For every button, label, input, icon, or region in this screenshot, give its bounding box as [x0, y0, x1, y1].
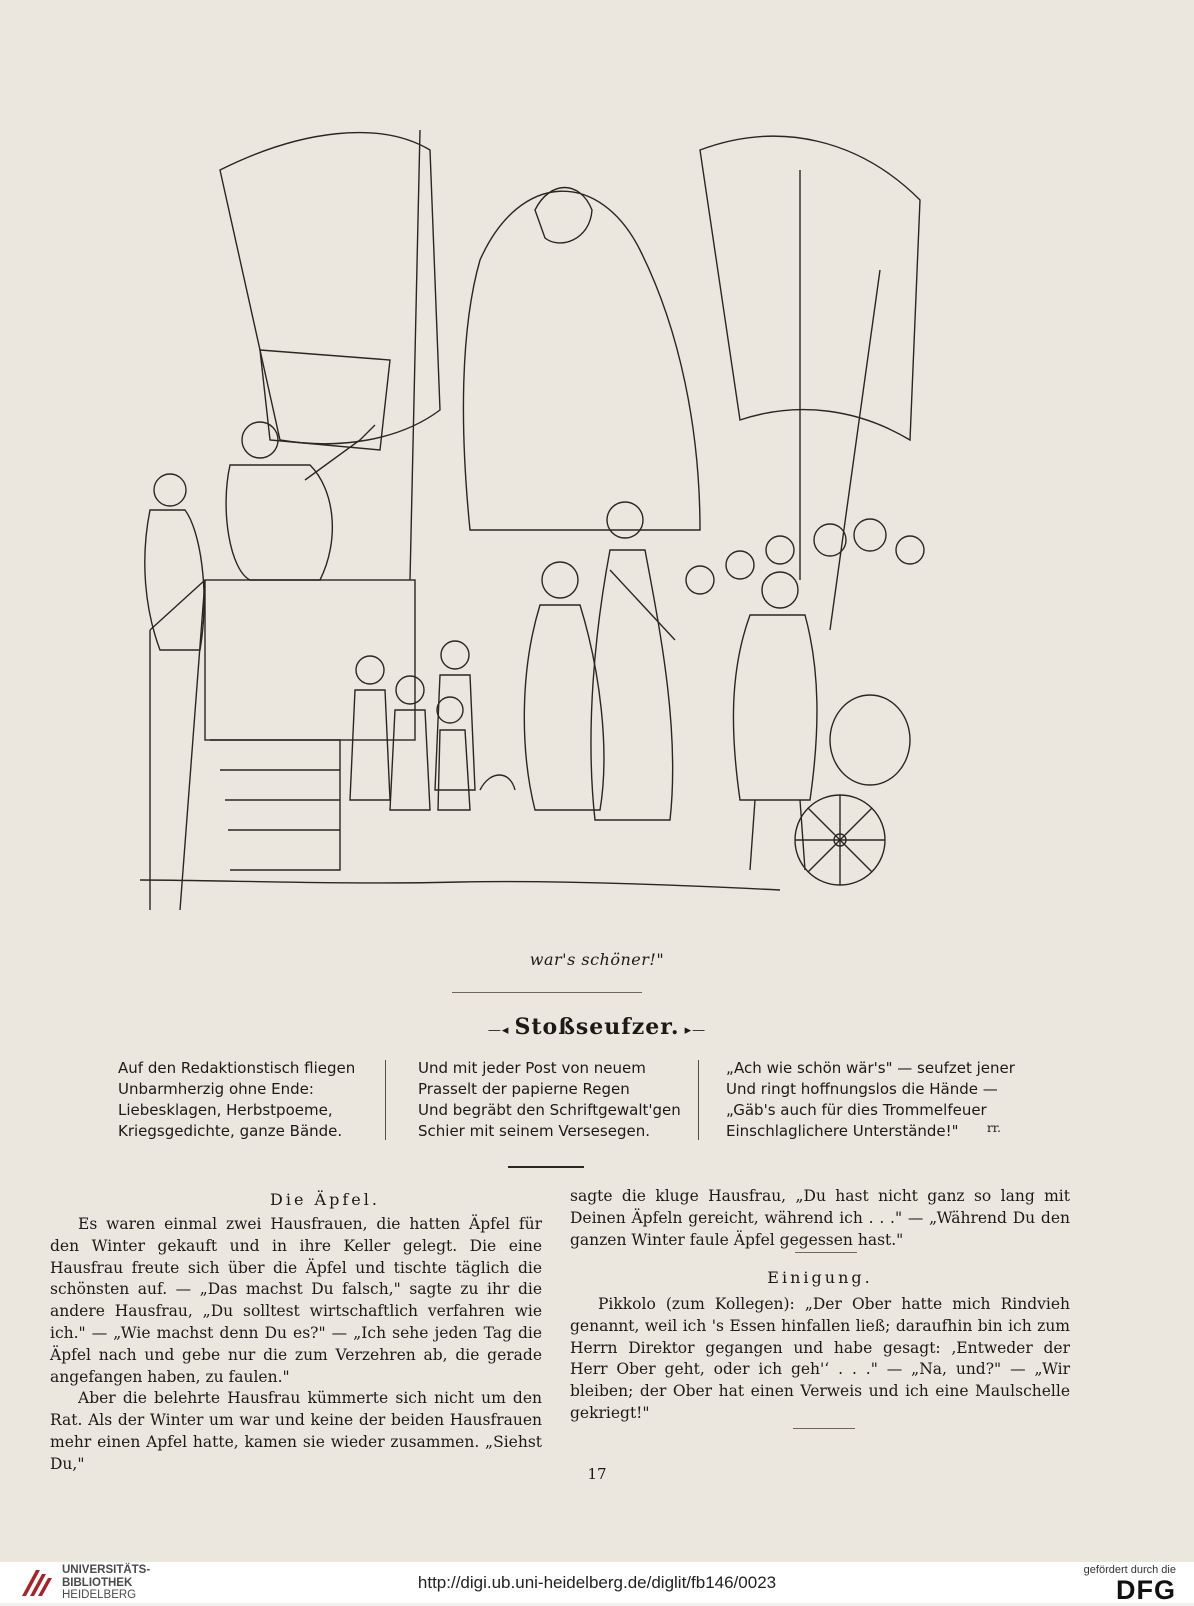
- poem-column-2: [418, 1058, 681, 1142]
- poem-line: Und mit jeder Post von neuem: [418, 1059, 646, 1077]
- institution-line: BIBLIOTHEK: [62, 1576, 133, 1589]
- short-rule: [793, 1428, 855, 1429]
- poem-signature: rr.: [987, 1121, 1001, 1135]
- poem-column-1: [118, 1058, 355, 1142]
- footer-bar: [0, 1562, 1194, 1603]
- poem-title: —◂ Stoßseufzer. ▸—: [487, 1014, 707, 1040]
- article-body-einigung: [570, 1294, 1070, 1425]
- poem-line: „Ach wie schön wär's" — seufzet jener: [726, 1059, 1015, 1077]
- institution-line: UNIVERSITÄTS-: [62, 1564, 151, 1576]
- illustration: [140, 110, 960, 920]
- ghost-figure: [463, 191, 700, 530]
- poem-line: „Gäb's auch für dies Trommelfeuer: [726, 1101, 987, 1119]
- poem-line: Und ringt hoffnungslos die Hände —: [726, 1080, 998, 1098]
- article-continuation: [570, 1186, 1070, 1251]
- poem-line: Einschlaglichere Unterstände!": [726, 1122, 959, 1140]
- institution-line: HEIDELBERG: [62, 1589, 137, 1601]
- poem-line: Unbarmherzig ohne Ende:: [118, 1080, 314, 1098]
- short-rule: [795, 1252, 857, 1253]
- paragraph: Aber die belehrte Hausfrau kümmerte sich nicht um den Rat. Als der Winter um war und keine der beiden Hausfrauen mehr einen Apfel hatte, kamen sie wieder zusammen. „Siehst Du,": [50, 1389, 542, 1473]
- poem-title-text: Stoßseufzer.: [514, 1014, 680, 1040]
- paragraph: Es waren einmal zwei Hausfrauen, die hatten Äpfel für den Winter gekauft und in ihre Keller gelegt. Die eine Hausfrau freute sich über die Äpfel und tischte täglich die schönsten auf. — „Das machst Du falsch," sagte zu ihr die andere Hausfrau, „Du solltest wirtschaftlich verfahren wie ich." — „Wie machst denn Du es?" — „Ich sehe jeden Tag die Äpfel nach und gebe nur die zum Verzehren ab, die gerade angefangen haben, zu faulen.": [50, 1215, 542, 1386]
- paragraph: sagte die kluge Hausfrau, „Du hast nicht ganz so lang mit Deinen Äpfeln gereicht, während ich . . ." — „Während Du den ganzen Winter faule Äpfel gegessen hast.": [570, 1187, 1070, 1249]
- poem-divider: [698, 1060, 699, 1140]
- page-number: 17: [587, 1465, 607, 1483]
- article-title-einigung: Einigung.: [767, 1268, 873, 1287]
- poem-line: Auf den Redaktionstisch fliegen: [118, 1059, 356, 1077]
- illustration-caption: war's schöner!": [529, 950, 665, 969]
- article-title-apples: Die Äpfel.: [270, 1190, 380, 1209]
- paragraph: Pikkolo (zum Kollegen): „Der Ober hatte mich Rindvieh genannt, weil ich 's Essen hinfallen ließ; daraufhin bin ich zum Herrn Direktor gegangen und habe gesagt: ‚Entweder der Herr Ober geht, oder ich geh'‘ . . ." — „Na, und?" — „Wir bleiben; der Ober hat einen Verweis und ich eine Maulschelle gekriegt!": [570, 1295, 1070, 1422]
- poem-line: Kriegsgedichte, ganze Bände.: [118, 1122, 343, 1140]
- curtain-right: [700, 136, 920, 440]
- permalink-url[interactable]: http://digi.ub.uni-heidelberg.de/diglit/fb146/0023: [417, 1573, 777, 1592]
- caption-rule: [452, 992, 642, 993]
- dfg-logo[interactable]: DFG: [1116, 1575, 1176, 1605]
- poem-line: Und begräbt den Schriftgewalt'gen: [418, 1101, 681, 1119]
- curtain-left: [220, 133, 440, 444]
- funded-by-label: gefördert durch die: [1083, 1564, 1176, 1576]
- poem-divider: [385, 1060, 386, 1140]
- section-ornament: [508, 1166, 584, 1168]
- article-body-apples: [50, 1214, 542, 1476]
- poem-line: Schier mit seinem Versesegen.: [418, 1122, 650, 1140]
- poem-line: Liebesklagen, Herbstpoeme,: [118, 1101, 333, 1119]
- poem-line: Prasselt der papierne Regen: [418, 1080, 630, 1098]
- poem-column-3: [726, 1058, 1015, 1142]
